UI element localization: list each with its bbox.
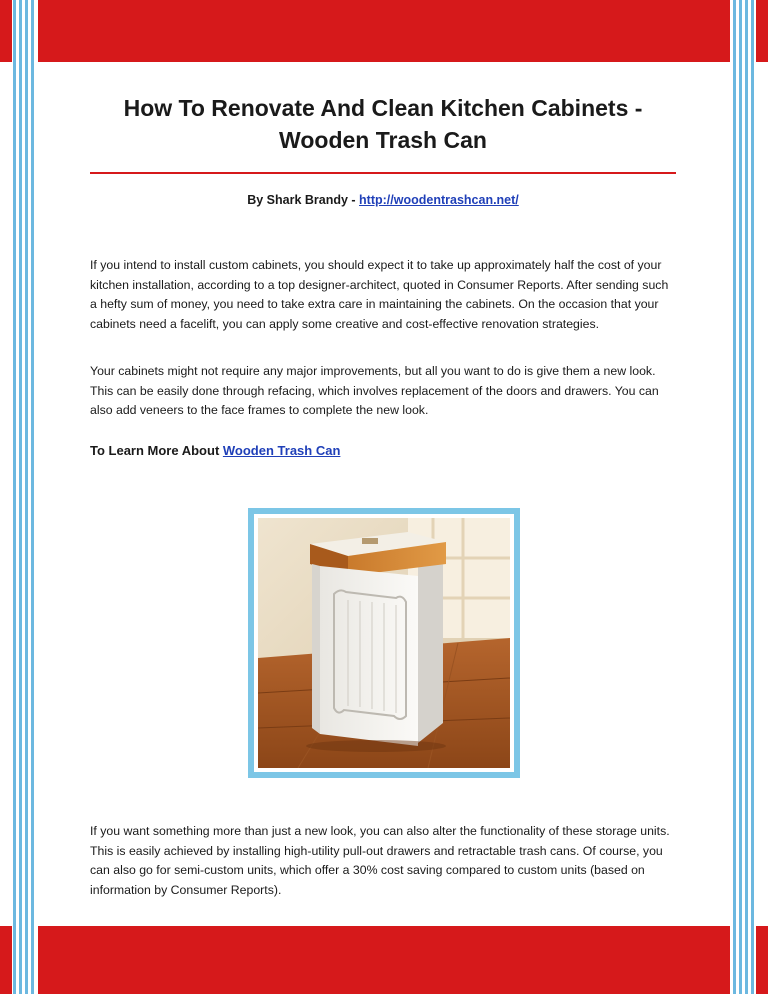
trash-can-photo (248, 508, 520, 778)
byline (90, 192, 676, 208)
paragraph-1: If you intend to install custom cabinets, you should expect it to take up approximately half the cost of your kitchen installation, according to a top designer-architect, quoted in Consumer Reports. After sending such a hefty sum of money, you need to take extra care in maintaining the cabinets. On the occasion that your cabinets need a facelift, you can apply some creative and cost-effective renovation strategies. (90, 258, 669, 331)
byline-url-link[interactable]: http://woodentrashcan.net/ (359, 193, 519, 207)
byline-author: By Shark Brandy - (247, 193, 360, 207)
title-line-1: How To Renovate And Clean Kitchen Cabinets - (123, 95, 643, 121)
title-line-2: Wooden Trash Can (279, 127, 487, 153)
footer-band (0, 926, 768, 994)
paragraph-2: Your cabinets might not require any major improvements, but all you want to do is give them a new look. This can be easily done through refacing, which involves replacement of the doors and drawers. You can also add veneers to the face frames to complete the new look. (90, 364, 659, 417)
paragraph-3: If you want something more than just a new look, you can also alter the functionality of these storage units. This is easily achieved by installing high-utility pull-out drawers and retractable trash cans. Of course, you can also go for semi-custom units, which offer a 30% cost saving compared to custom units (based on information by Consumer Reports). (90, 824, 670, 897)
right-border-stripes (730, 0, 756, 994)
page-title (90, 92, 676, 156)
left-border-stripes (12, 0, 38, 994)
photo-content (254, 514, 514, 772)
wooden-trash-can-image (258, 518, 510, 768)
header-band (0, 0, 768, 62)
learn-more-line (90, 442, 676, 460)
title-divider (90, 172, 676, 174)
learn-more-label: To Learn More About (90, 443, 223, 458)
learn-more-link[interactable]: Wooden Trash Can (222, 443, 341, 458)
